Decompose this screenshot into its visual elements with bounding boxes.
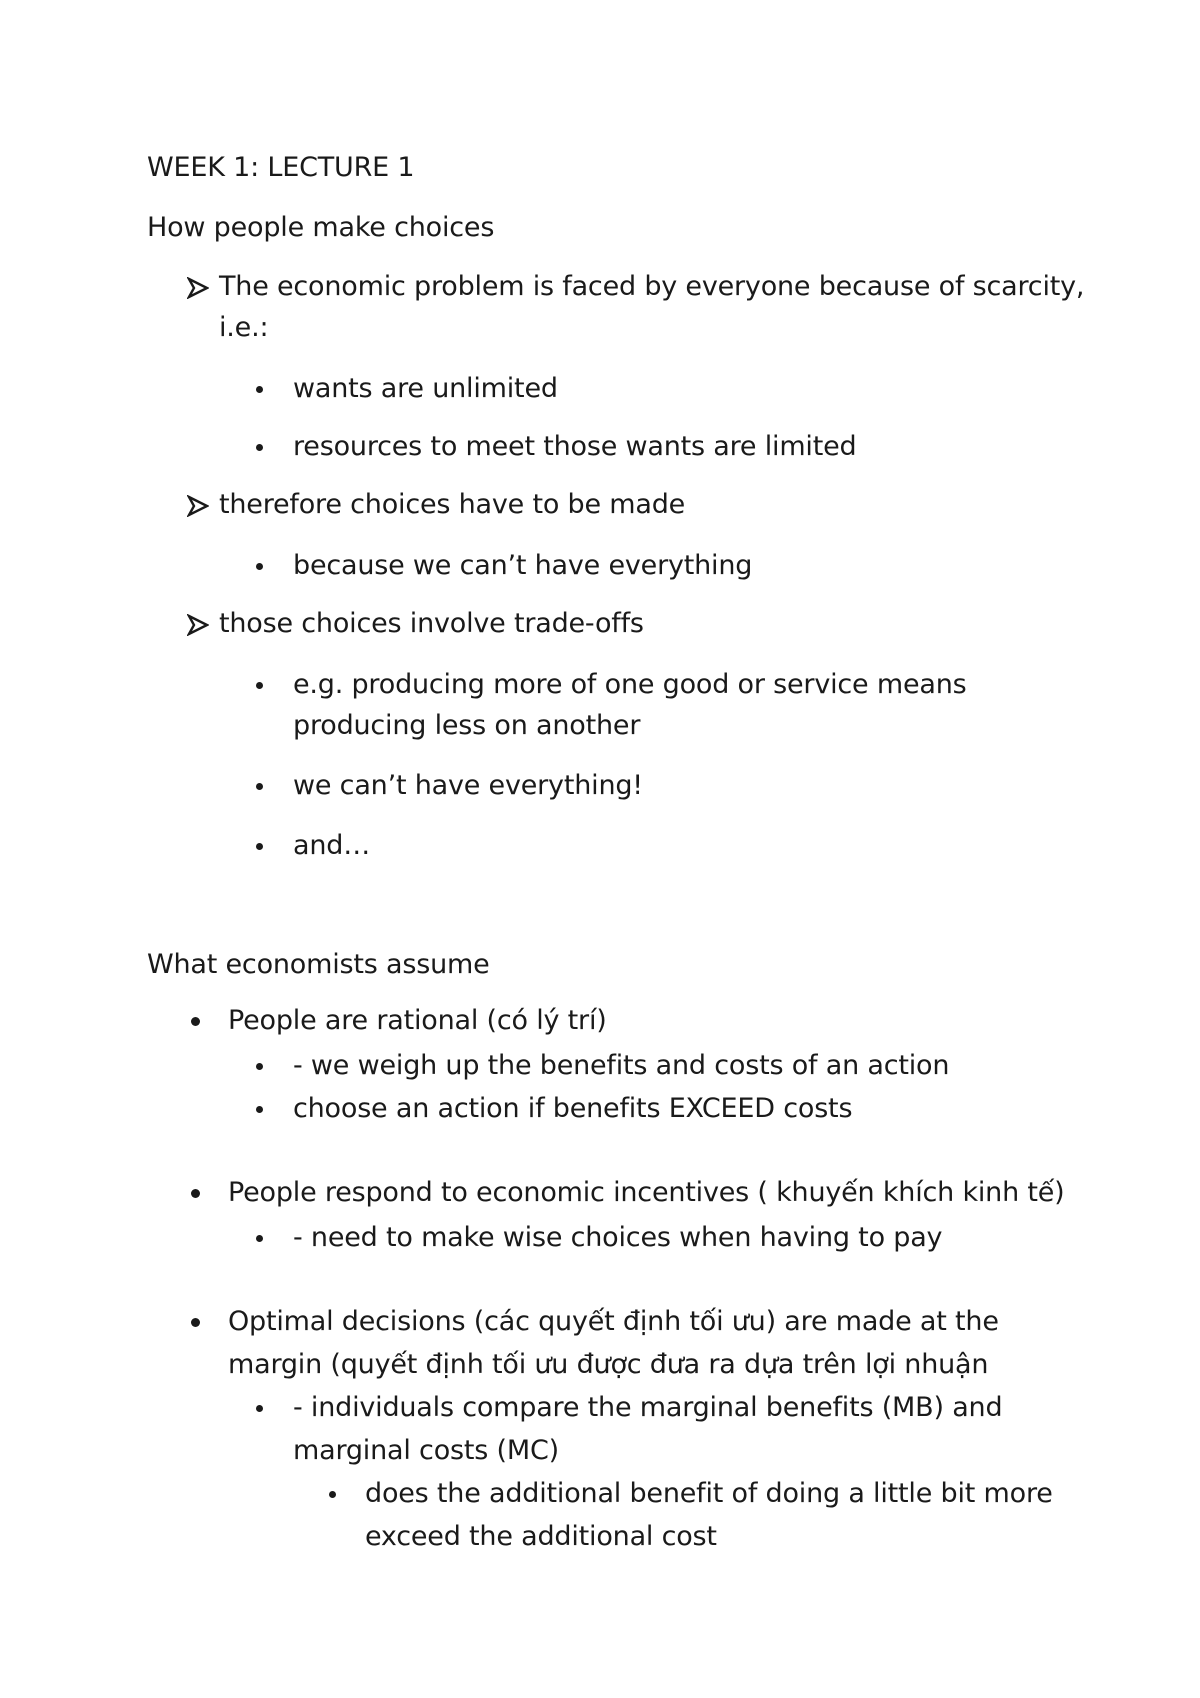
sub-item-text: choose an action if benefits EXCEED costs bbox=[293, 1093, 853, 1124]
round-bullet-icon bbox=[256, 783, 263, 790]
arrow-bullet-icon bbox=[187, 277, 209, 299]
round-bullet-icon bbox=[256, 1063, 263, 1070]
round-bullet-icon bbox=[256, 563, 263, 570]
arrow-bullet-icon bbox=[187, 495, 209, 517]
assumption-item-text: People are rational (có lý trí) bbox=[228, 1005, 607, 1036]
round-bullet-icon bbox=[256, 444, 263, 451]
round-bullet-icon bbox=[191, 1017, 200, 1026]
round-bullet-icon bbox=[329, 1491, 336, 1498]
sub-sub-item-text-continued: exceed the additional cost bbox=[365, 1521, 717, 1552]
bullet-item-text-continued: producing less on another bbox=[293, 710, 641, 741]
round-bullet-icon bbox=[191, 1189, 200, 1198]
round-bullet-icon bbox=[256, 386, 263, 393]
sub-sub-item-text: does the additional benefit of doing a little bit more bbox=[365, 1478, 1053, 1509]
document-title: WEEK 1: LECTURE 1 bbox=[147, 152, 415, 183]
arrow-item-text: those choices involve trade-offs bbox=[219, 608, 644, 639]
assumption-item-text: Optimal decisions (các quyết định tối ưu) are made at the bbox=[228, 1306, 999, 1337]
sub-item-text-continued: marginal costs (MC) bbox=[293, 1435, 559, 1466]
sub-item-text: - individuals compare the marginal benefits (MB) and bbox=[293, 1392, 1003, 1423]
section-heading-assumptions: What economists assume bbox=[147, 949, 490, 980]
bullet-item-text: e.g. producing more of one good or service means bbox=[293, 669, 967, 700]
sub-item-text: - we weigh up the benefits and costs of an action bbox=[293, 1050, 950, 1081]
round-bullet-icon bbox=[256, 1235, 263, 1242]
round-bullet-icon bbox=[256, 843, 263, 850]
round-bullet-icon bbox=[191, 1318, 200, 1327]
round-bullet-icon bbox=[256, 1405, 263, 1412]
assumption-item-text: People respond to economic incentives ( khuyến khích kinh tế) bbox=[228, 1177, 1065, 1208]
assumption-item-text-continued: margin (quyết định tối ưu được đưa ra dựa trên lợi nhuận bbox=[228, 1349, 989, 1380]
bullet-item-text: we can’t have everything! bbox=[293, 770, 643, 801]
arrow-item-text-continued: i.e.: bbox=[219, 312, 269, 343]
bullet-item-text: wants are unlimited bbox=[293, 373, 558, 404]
bullet-item-text: and… bbox=[293, 830, 370, 861]
bullet-item-text: because we can’t have everything bbox=[293, 550, 753, 581]
section-heading-choices: How people make choices bbox=[147, 212, 495, 243]
bullet-item-text: resources to meet those wants are limited bbox=[293, 431, 857, 462]
arrow-bullet-icon bbox=[187, 614, 209, 636]
sub-item-text: - need to make wise choices when having to pay bbox=[293, 1222, 943, 1253]
arrow-item-text: therefore choices have to be made bbox=[219, 489, 686, 520]
round-bullet-icon bbox=[256, 682, 263, 689]
round-bullet-icon bbox=[256, 1106, 263, 1113]
arrow-item-text: The economic problem is faced by everyone because of scarcity, bbox=[219, 271, 1085, 302]
